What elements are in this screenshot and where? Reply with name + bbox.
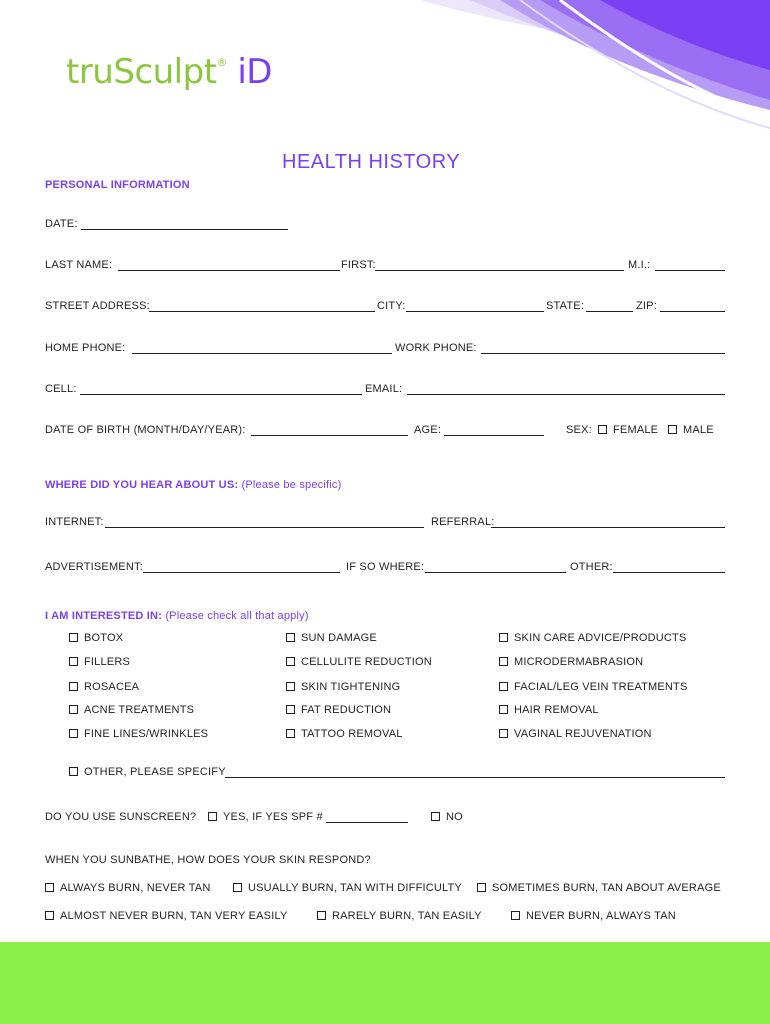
- checkbox-icon[interactable]: [45, 883, 54, 892]
- skin-response-option[interactable]: SOMETIMES BURN, TAN ABOUT AVERAGE: [477, 882, 721, 894]
- interest-option[interactable]: MICRODERMABRASION: [499, 656, 643, 668]
- checkbox-icon[interactable]: [499, 729, 508, 738]
- street-address-label: STREET ADDRESS:: [45, 300, 150, 312]
- advertisement-label: ADVERTISEMENT:: [45, 561, 143, 573]
- interest-option[interactable]: FAT REDUCTION: [286, 704, 391, 716]
- checkbox-icon[interactable]: [317, 911, 326, 920]
- middle-initial-field[interactable]: [655, 270, 725, 271]
- referral-label: REFERRAL:: [431, 516, 495, 528]
- date-field[interactable]: [81, 229, 288, 230]
- checkbox-icon[interactable]: [233, 883, 242, 892]
- age-label: AGE:: [414, 424, 442, 436]
- checkbox-icon[interactable]: [477, 883, 486, 892]
- if-so-where-label: IF SO WHERE:: [346, 561, 425, 573]
- checkbox-icon[interactable]: [208, 812, 217, 821]
- dob-label: DATE OF BIRTH (MONTH/DAY/YEAR):: [45, 424, 246, 436]
- referral-field[interactable]: [491, 527, 725, 528]
- first-name-field[interactable]: [375, 270, 624, 271]
- interest-option[interactable]: SKIN CARE ADVICE/PRODUCTS: [499, 632, 686, 644]
- sex-male-option[interactable]: MALE: [668, 424, 714, 436]
- sunbathe-question: WHEN YOU SUNBATHE, HOW DOES YOUR SKIN RESPOND?: [45, 854, 371, 866]
- skin-response-option[interactable]: ALMOST NEVER BURN, TAN VERY EASILY: [45, 910, 287, 922]
- zip-field[interactable]: [660, 311, 725, 312]
- street-address-field[interactable]: [149, 311, 375, 312]
- work-phone-field[interactable]: [481, 353, 725, 354]
- sunscreen-question: DO YOU USE SUNSCREEN?: [45, 811, 197, 823]
- checkbox-icon[interactable]: [286, 729, 295, 738]
- skin-response-option[interactable]: USUALLY BURN, TAN WITH DIFFICULTY: [233, 882, 462, 894]
- interest-option[interactable]: CELLULITE REDUCTION: [286, 656, 432, 668]
- checkbox-icon[interactable]: [499, 705, 508, 714]
- other-source-field[interactable]: [613, 572, 725, 573]
- sunscreen-no-option[interactable]: NO: [431, 811, 463, 823]
- checkbox-icon[interactable]: [69, 767, 78, 776]
- state-field[interactable]: [586, 311, 633, 312]
- checkbox-icon[interactable]: [668, 425, 677, 434]
- spf-field[interactable]: [326, 822, 408, 823]
- checkbox-icon[interactable]: [286, 633, 295, 642]
- interest-option[interactable]: SUN DAMAGE: [286, 632, 377, 644]
- checkbox-icon[interactable]: [511, 911, 520, 920]
- advertisement-field[interactable]: [143, 572, 340, 573]
- checkbox-icon[interactable]: [499, 633, 508, 642]
- interest-option[interactable]: BOTOX: [69, 632, 123, 644]
- cell-label: CELL:: [45, 383, 77, 395]
- checkbox-icon[interactable]: [69, 657, 78, 666]
- work-phone-label: WORK PHONE:: [395, 342, 477, 354]
- interest-option[interactable]: VAGINAL REJUVENATION: [499, 728, 652, 740]
- skin-response-option[interactable]: NEVER BURN, ALWAYS TAN: [511, 910, 676, 922]
- city-label: CITY:: [377, 300, 406, 312]
- checkbox-icon[interactable]: [286, 705, 295, 714]
- skin-response-option[interactable]: RARELY BURN, TAN EASILY: [317, 910, 482, 922]
- interest-option[interactable]: SKIN TIGHTENING: [286, 681, 400, 693]
- interest-option[interactable]: ACNE TREATMENTS: [69, 704, 194, 716]
- middle-initial-label: M.I.:: [628, 259, 651, 271]
- interest-option[interactable]: TATTOO REMOVAL: [286, 728, 403, 740]
- checkbox-icon[interactable]: [69, 633, 78, 642]
- interest-other-option[interactable]: OTHER, PLEASE SPECIFY: [69, 766, 226, 778]
- interest-option[interactable]: HAIR REMOVAL: [499, 704, 599, 716]
- brand-logo: truSculpt® iD: [66, 52, 272, 92]
- sex-female-option[interactable]: FEMALE: [598, 424, 658, 436]
- last-name-label: LAST NAME:: [45, 259, 113, 271]
- checkbox-icon[interactable]: [45, 911, 54, 920]
- zip-label: ZIP:: [636, 300, 657, 312]
- interest-other-field[interactable]: [225, 777, 725, 778]
- home-phone-field[interactable]: [132, 353, 392, 354]
- checkbox-icon[interactable]: [499, 657, 508, 666]
- sex-label: SEX:: [566, 424, 592, 436]
- date-label: DATE:: [45, 218, 78, 230]
- city-field[interactable]: [406, 311, 544, 312]
- internet-label: INTERNET:: [45, 516, 104, 528]
- footer-band: [0, 942, 770, 1024]
- home-phone-label: HOME PHONE:: [45, 342, 126, 354]
- other-source-label: OTHER:: [570, 561, 613, 573]
- section-heading-personal: PERSONAL INFORMATION: [45, 179, 190, 191]
- checkbox-icon[interactable]: [69, 682, 78, 691]
- checkbox-icon[interactable]: [69, 705, 78, 714]
- checkbox-icon[interactable]: [69, 729, 78, 738]
- if-so-where-field[interactable]: [425, 572, 566, 573]
- checkbox-icon[interactable]: [499, 682, 508, 691]
- state-label: STATE:: [546, 300, 585, 312]
- email-label: EMAIL:: [365, 383, 403, 395]
- checkbox-icon[interactable]: [286, 657, 295, 666]
- checkbox-icon[interactable]: [286, 682, 295, 691]
- skin-response-option[interactable]: ALWAYS BURN, NEVER TAN: [45, 882, 210, 894]
- interest-option[interactable]: FINE LINES/WRINKLES: [69, 728, 208, 740]
- checkbox-icon[interactable]: [598, 425, 607, 434]
- interest-option[interactable]: FILLERS: [69, 656, 130, 668]
- age-field[interactable]: [444, 435, 544, 436]
- section-heading-interests: I AM INTERESTED IN: (Please check all that apply): [45, 610, 309, 622]
- cell-field[interactable]: [80, 394, 362, 395]
- interest-option[interactable]: FACIAL/LEG VEIN TREATMENTS: [499, 681, 688, 693]
- email-field[interactable]: [407, 394, 725, 395]
- dob-field[interactable]: [251, 435, 408, 436]
- last-name-field[interactable]: [118, 270, 340, 271]
- section-heading-referral-source: WHERE DID YOU HEAR ABOUT US: (Please be specific): [45, 479, 342, 491]
- interest-option[interactable]: ROSACEA: [69, 681, 139, 693]
- checkbox-icon[interactable]: [431, 812, 440, 821]
- page-title: HEALTH HISTORY: [282, 151, 461, 173]
- sunscreen-yes-option[interactable]: YES, IF YES SPF #: [208, 811, 323, 823]
- first-name-label: FIRST:: [341, 259, 376, 271]
- internet-field[interactable]: [105, 527, 424, 528]
